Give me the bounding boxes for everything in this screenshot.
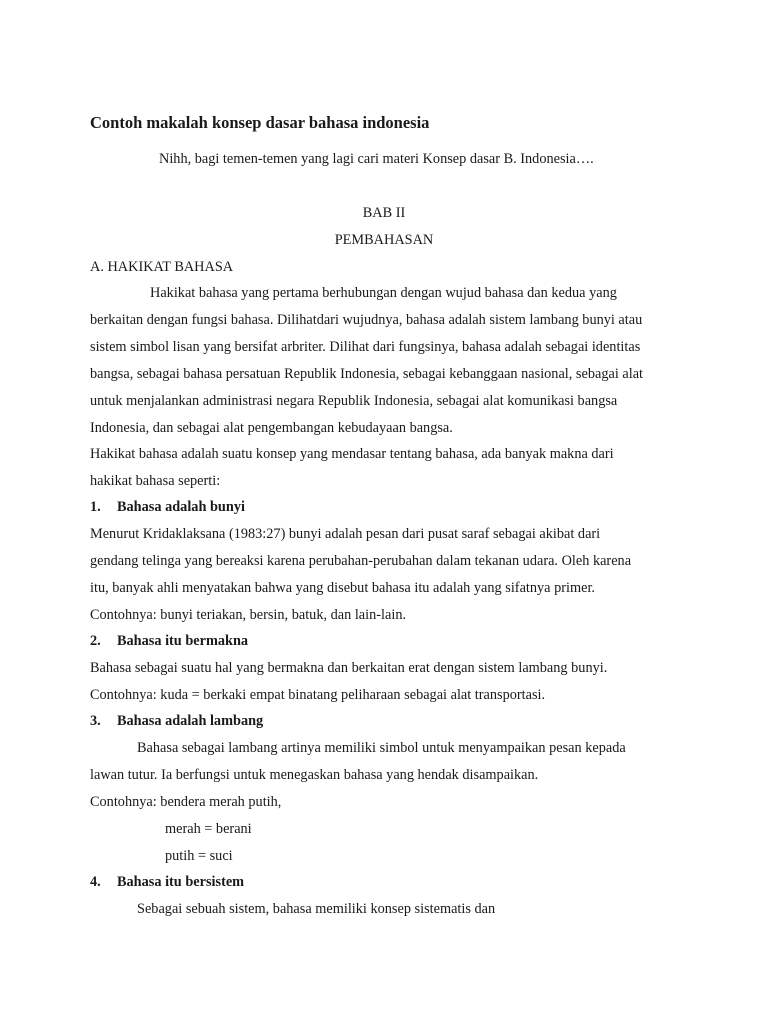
list-number: 1. <box>90 499 101 515</box>
list-number: 2. <box>90 633 101 649</box>
paragraph-line: Bahasa sebagai lambang artinya memiliki simbol untuk menyampaikan pesan kepada <box>137 740 626 756</box>
paragraph-line: untuk menjalankan administrasi negara Republik Indonesia, sebagai alat komunikasi bangsa <box>90 393 618 409</box>
list-number: 3. <box>90 713 101 729</box>
paragraph-line: hakikat bahasa seperti: <box>90 473 221 489</box>
intro-text: Nihh, bagi temen-temen yang lagi cari materi Konsep dasar B. Indonesia…. <box>159 151 594 167</box>
paragraph-line: itu, banyak ahli menyatakan bahwa yang disebut bahasa itu adalah yang sifatnya primer. <box>90 580 595 596</box>
list-heading-text: Bahasa itu bermakna <box>117 633 249 649</box>
paragraph-line: gendang telinga yang bereaksi karena perubahan-perubahan dalam tekanan udara. Oleh karena <box>90 553 632 569</box>
chapter-number: BAB II <box>362 205 406 221</box>
paragraph-line: berkaitan dengan fungsi bahasa. Dilihatdari wujudnya, bahasa adalah sistem lambang bunyi atau <box>90 312 643 328</box>
list-heading-text: Bahasa adalah lambang <box>117 713 264 729</box>
paragraph-line: Bahasa sebagai suatu hal yang bermakna dan berkaitan erat dengan sistem lambang bunyi. <box>90 660 608 676</box>
paragraph-line: sistem simbol lisan yang bersifat arbriter. Dilihat dari fungsinya, bahasa adalah sebagai identitas <box>90 339 641 355</box>
document-title: Contoh makalah konsep dasar bahasa indonesia <box>90 113 430 132</box>
list-heading-text: Bahasa adalah bunyi <box>117 499 245 515</box>
paragraph-line: Hakikat bahasa adalah suatu konsep yang mendasar tentang bahasa, ada banyak makna dari <box>90 446 614 462</box>
list-item-heading <box>90 632 248 650</box>
paragraph-line: Contohnya: bendera merah putih, <box>90 794 282 810</box>
paragraph-line: Indonesia, dan sebagai alat pengembangan kebudayaan bangsa. <box>90 420 453 436</box>
paragraph-line: Sebagai sebuah sistem, bahasa memiliki konsep sistematis dan <box>137 901 496 917</box>
paragraph-line: Menurut Kridaklaksana (1983:27) bunyi adalah pesan dari pusat saraf sebagai akibat dari <box>90 526 601 542</box>
list-item-heading <box>90 498 245 516</box>
list-item-heading <box>90 873 244 891</box>
section-heading: A. HAKIKAT BAHASA <box>90 259 234 275</box>
chapter-title: PEMBAHASAN <box>334 232 434 248</box>
paragraph-line: Hakikat bahasa yang pertama berhubungan dengan wujud bahasa dan kedua yang <box>150 285 617 301</box>
paragraph-line: Contohnya: kuda = berkaki empat binatang peliharaan sebagai alat transportasi. <box>90 687 546 703</box>
paragraph-line: Contohnya: bunyi teriakan, bersin, batuk, dan lain-lain. <box>90 607 407 623</box>
paragraph-line: bangsa, sebagai bahasa persatuan Republik Indonesia, sebagai kebanggaan nasional, sebagai alat <box>90 366 644 382</box>
list-item-heading <box>90 712 263 730</box>
list-number: 4. <box>90 874 101 890</box>
list-heading-text: Bahasa itu bersistem <box>117 874 245 890</box>
paragraph-line: lawan tutur. Ia berfungsi untuk menegaskan bahasa yang hendak disampaikan. <box>90 767 539 783</box>
paragraph-line: merah = berani <box>165 821 252 837</box>
paragraph-line: putih = suci <box>165 848 233 864</box>
